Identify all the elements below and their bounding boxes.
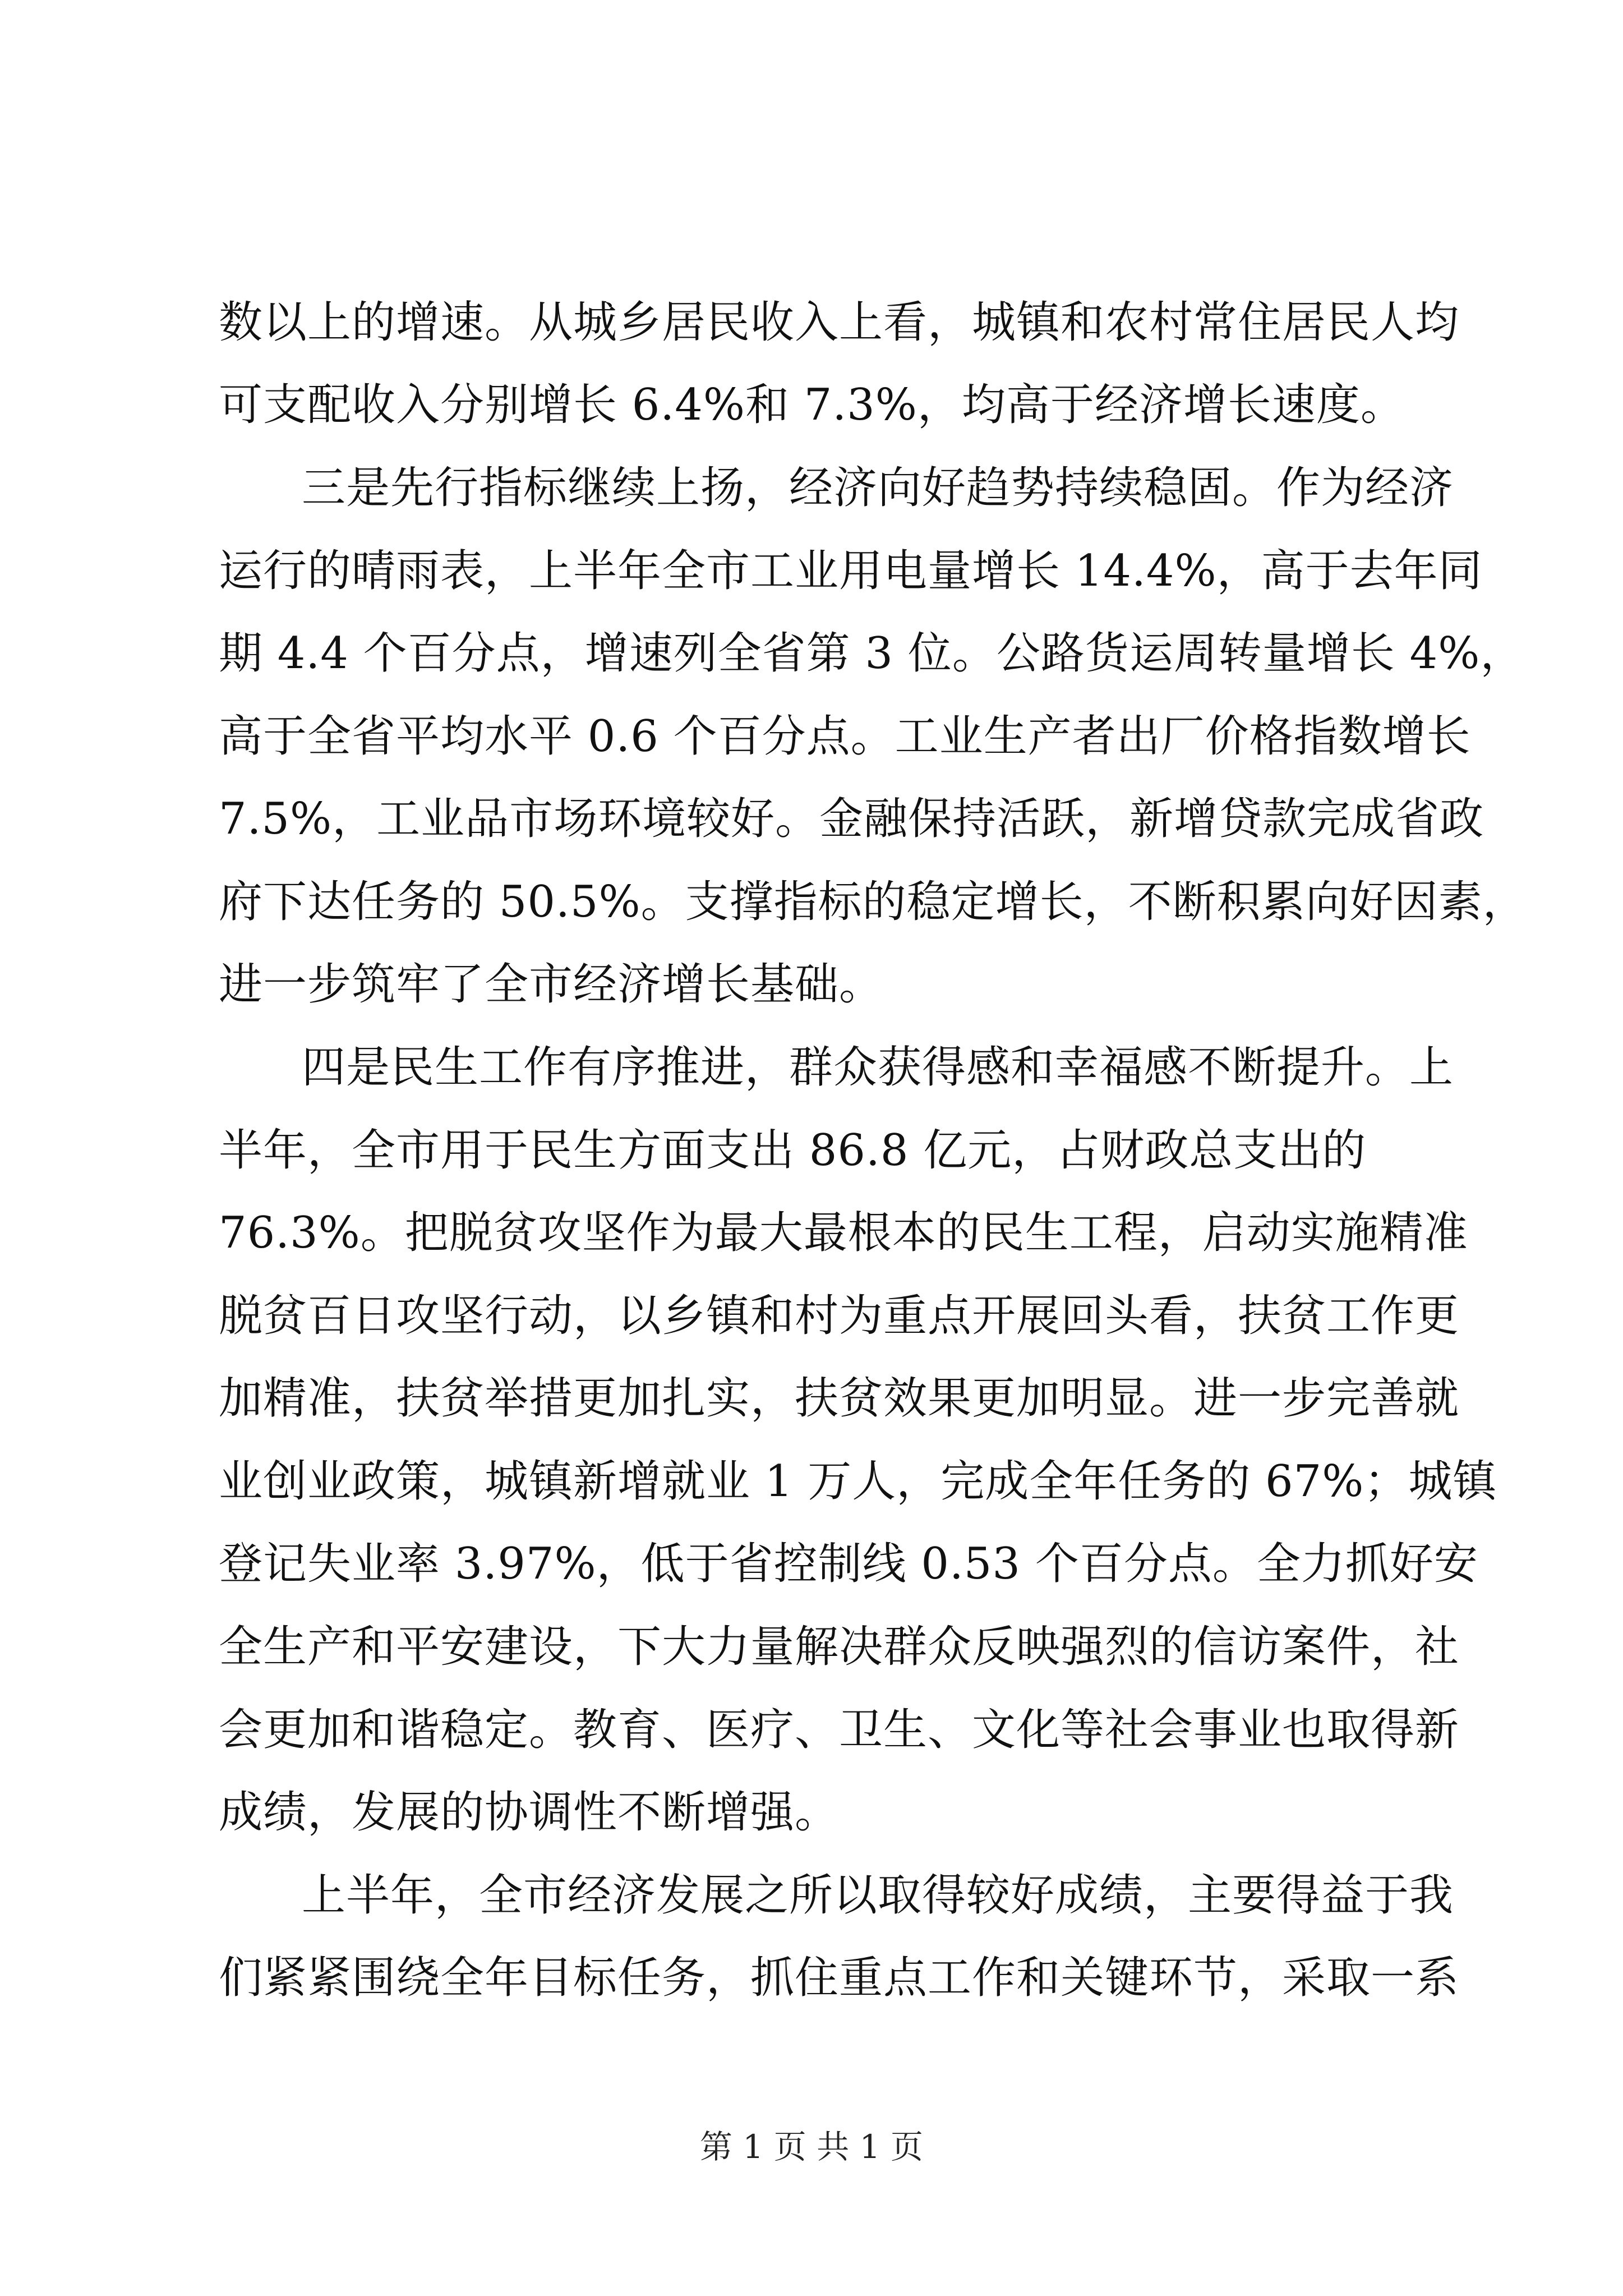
text-line-4: 运行的晴雨表，上半年全市工业用电量增长 14.4%，高于去年同 [219, 546, 1483, 596]
text-line-8: 府下达任务的 50.5%。支撑指标的稳定增长，不断积累向好因素， [219, 877, 1527, 927]
text-line-10: 四是民生工作有序推进，群众获得感和幸福感不断提升。上 [302, 1042, 1454, 1093]
text-line-18: 会更加和谐稳定。教育、医疗、卫生、文化等社会事业也取得新 [219, 1705, 1460, 1755]
text-line-15: 业创业政策，城镇新增就业 1 万人，完成全年任务的 67%；城镇 [219, 1456, 1497, 1507]
text-line-11: 半年，全市用于民生方面支出 86.8 亿元，占财政总支出的 [219, 1125, 1367, 1176]
text-line-3: 三是先行指标继续上扬，经济向好趋势持续稳固。作为经济 [302, 463, 1454, 513]
text-line-5: 期 4.4 个百分点，增速列全省第 3 位。公路货运周转量增长 4%， [219, 628, 1525, 679]
text-line-21: 们紧紧围绕全年目标任务，抓住重点工作和关键环节，采取一系 [219, 1953, 1460, 2003]
text-line-14: 加精准，扶贫举措更加扎实，扶贫效果更加明显。进一步完善就 [219, 1373, 1460, 1424]
text-line-16: 登记失业率 3.97%，低于省控制线 0.53 个百分点。全力抓好安 [219, 1539, 1478, 1589]
text-line-19: 成绩，发展的协调性不断增强。 [219, 1787, 840, 1838]
text-line-1: 数以上的增速。从城乡居民收入上看，城镇和农村常住居民人均 [219, 297, 1460, 348]
text-line-17: 全生产和平安建设，下大力量解决群众反映强烈的信访案件，社 [219, 1622, 1460, 1672]
text-line-6: 高于全省平均水平 0.6 个百分点。工业生产者出厂价格指数增长 [219, 711, 1471, 762]
text-line-20: 上半年，全市经济发展之所以取得较好成绩，主要得益于我 [302, 1870, 1454, 1921]
text-line-9: 进一步筑牢了全市经济增长基础。 [219, 959, 884, 1010]
text-line-13: 脱贫百日攻坚行动，以乡镇和村为重点开展回头看，扶贫工作更 [219, 1291, 1460, 1341]
text-line-7: 7.5%，工业品市场环境较好。金融保持活跃，新增贷款完成省政 [219, 794, 1484, 844]
text-line-12: 76.3%。把脱贫攻坚作为最大最根本的民生工程，启动实施精准 [219, 1208, 1468, 1258]
text-line-2: 可支配收入分别增长 6.4%和 7.3%，均高于经济增长速度。 [219, 380, 1405, 430]
page-footer: 第 1 页 共 1 页 [700, 2128, 923, 2166]
